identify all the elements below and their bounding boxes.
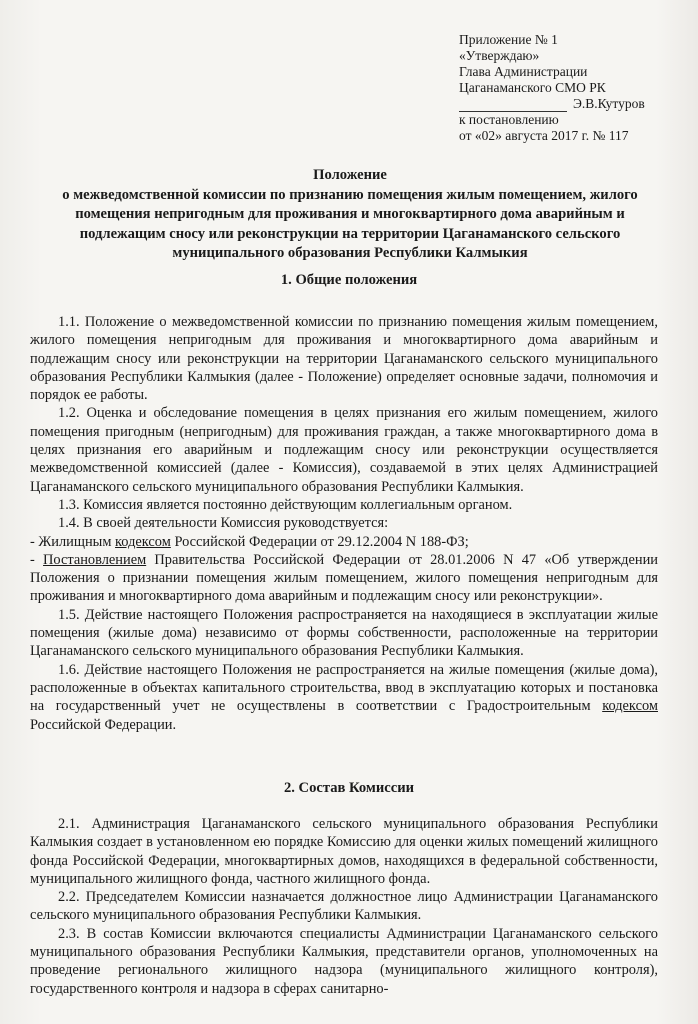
paragraph-1-2: 1.2. Оценка и обследование помещения в целях признания его жилым помещением, жилого помещения пригодным (непригодным) для проживания граждан, а также многоквартирного дома в целях признания его аварийным и подлежащим сносу или реконструкции осуществляется межведомственной комиссией (далее - Комиссия), создаваемой в этих целях Администрацией Цаганаманского сельского муниципального образования Республики Калмыкия. bbox=[30, 405, 658, 495]
paragraph-1-6 bbox=[30, 661, 658, 734]
list-item-resolution bbox=[30, 551, 658, 606]
title-line-1: Положение bbox=[313, 167, 387, 183]
list-item-text: Российской Федерации от 29.12.2004 N 188-ФЗ; bbox=[170, 533, 469, 550]
appendix-label: Приложение № 1 bbox=[459, 32, 558, 47]
section-2-heading: 2. Состав Комиссии bbox=[283, 780, 415, 796]
paragraph-2-1: 2.1. Администрация Цаганаманского сельского муниципального образования Республики Калмыкия создает в установленном ею порядке Комиссию для оценки жилых помещений жилищного фонда Российской Федерации, многоквартирных домов, находящихся в федеральной собственности, муниципального жилищного фонда, частного жилищного фонда. bbox=[30, 816, 658, 887]
paragraph-text: Российской Федерации. bbox=[30, 716, 177, 733]
paragraph-2-2: 2.2. Председателем Комиссии назначается должностное лицо Администрации Цаганаманского сельского муниципального образования Республики Калмыкия. bbox=[30, 889, 658, 924]
title-line-3: помещения непригодным для проживания и многоквартирного дома аварийным и bbox=[75, 206, 625, 222]
document-title bbox=[20, 166, 680, 264]
title-line-2: о межведомственной комиссии по признанию помещения жилым помещением, жилого bbox=[62, 186, 638, 203]
section-1-body bbox=[30, 313, 658, 734]
paragraph-2-3: 2.3. В состав Комиссии включаются специалисты Администрации Цаганаманского сельского муниципального образования Республики Калмыкия, представители органов, уполномоченных на проведение регионального жилищного надзора (муниципального жилищного контроля), государственного контроля и надзора в сферах санитарно- bbox=[30, 925, 658, 997]
position-line-1: Глава Администрации bbox=[459, 64, 588, 79]
position-line-2: Цаганаманского СМО РК bbox=[459, 80, 606, 95]
decree-label: к постановлению bbox=[459, 112, 559, 127]
section-1-heading: 1. Общие положения bbox=[280, 272, 418, 288]
section-2-body bbox=[30, 815, 658, 998]
paragraph-1-3: 1.3. Комиссия является постоянно действующим коллегиальным органом. bbox=[58, 496, 513, 513]
title-line-4: подлежащим сносу или реконструкции на территории Цаганаманского сельского bbox=[79, 225, 621, 242]
list-item-text: - bbox=[30, 551, 44, 568]
signature-blank bbox=[459, 97, 567, 112]
housing-code-link[interactable]: кодексом bbox=[115, 533, 171, 550]
paragraph-1-1: 1.1. Положение о межведомственной комиссии по признанию помещения жилым помещением, жилого помещения непригодным для проживания и многоквартирного дома аварийным и подлежащим сносу или реконструкции на территории Цаганаманского сельского муниципального образования Республики Калмыкия (далее - Положение) определяет основные задачи, полномочия и порядок ее работы. bbox=[30, 314, 658, 404]
approve-label: «Утверждаю» bbox=[459, 48, 540, 63]
paragraph-text: 1.6. Действие настоящего Положения не распространяется на жилые помещения (жилые дома), расположенные в объектах капитального строительства, ввод в эксплуатацию которых и постановка на государственный учет не осуществлены в соответствии с Градостроительным bbox=[30, 661, 658, 715]
resolution-link[interactable]: Постановлением bbox=[43, 551, 147, 568]
decree-date: от «02» августа 2017 г. № 117 bbox=[459, 128, 629, 143]
signatory-name: Э.В.Кутуров bbox=[573, 96, 645, 111]
signature-line bbox=[459, 96, 694, 112]
approval-block bbox=[459, 32, 694, 144]
title-line-5: муниципального образования Республики Калмыкия bbox=[172, 245, 528, 261]
paragraph-1-5: 1.5. Действие настоящего Положения распространяется на находящиеся в эксплуатации жилые помещения (жилые дома) независимо от формы собственности, расположенные на территории Цаганаманского сельского муниципального образования Республики Калмыкия. bbox=[30, 606, 658, 660]
list-item-text: Правительства Российской Федерации от 28.01.2006 N 47 «Об утверждении Положения о признании помещения жилым помещением, жилого помещения непригодным для проживания и многоквартирного дома аварийным и подлежащим сносу или реконструкции». bbox=[30, 551, 658, 605]
list-item-housing-code bbox=[30, 533, 658, 551]
list-item-text: - Жилищным bbox=[30, 533, 116, 550]
paragraph-1-4: 1.4. В своей деятельности Комиссия руководствуется: bbox=[58, 515, 389, 532]
urban-code-link[interactable]: кодексом bbox=[602, 698, 658, 715]
